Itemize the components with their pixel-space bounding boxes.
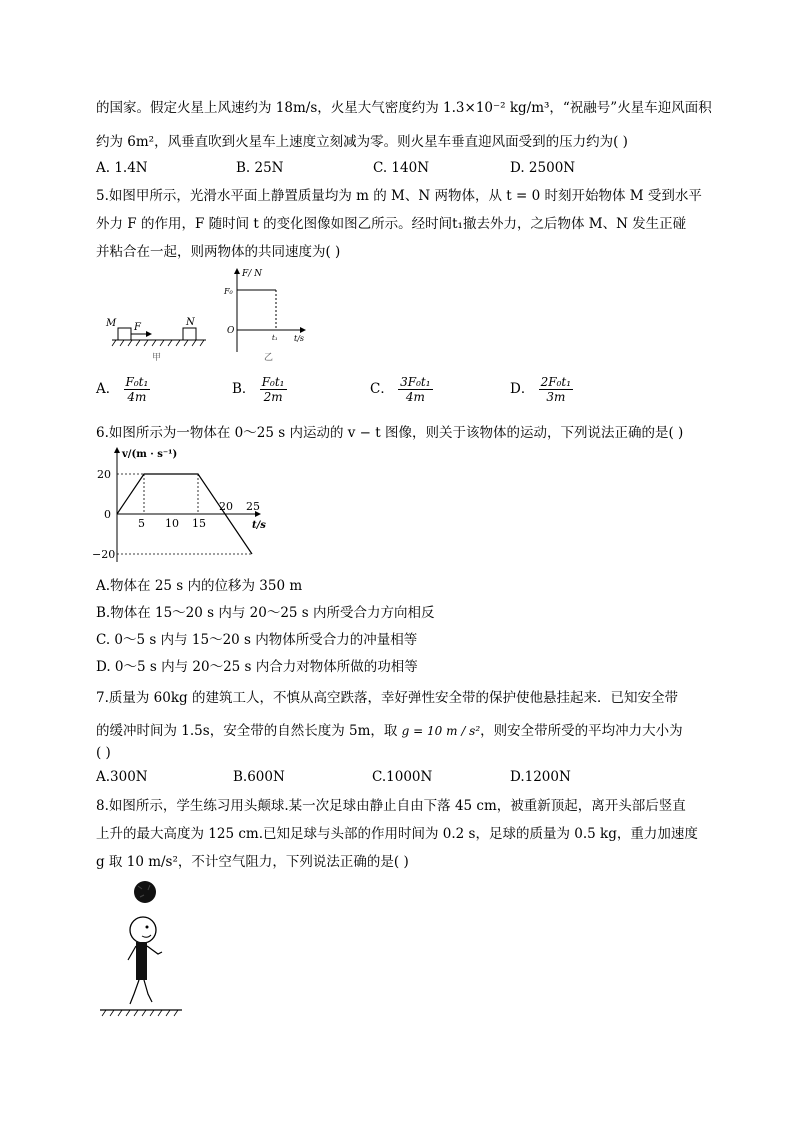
fraction-numerator: 3F₀t₁ — [400, 375, 431, 389]
q5-option-a[interactable] — [96, 375, 150, 404]
yi-xlabel: t/s — [294, 334, 305, 343]
yi-ytick: F₀ — [224, 287, 233, 296]
q8-line3: g 取 10 m/s²，不计空气阻力，下列说法正确的是( ) — [96, 854, 409, 870]
caption-yi: 乙 — [264, 353, 274, 363]
vt-ytick-neg20: −20 — [92, 548, 116, 561]
q4-option-c[interactable]: C. 140N — [373, 160, 430, 176]
yi-xtick: t₁ — [272, 334, 278, 342]
q5-figure-yi — [222, 266, 312, 364]
vt-xtick-20: 20 — [219, 500, 233, 513]
fraction-denominator: 2m — [263, 390, 283, 404]
label-f: F — [134, 322, 141, 333]
label-m: M — [106, 318, 117, 329]
q8-line1: 8.如图所示，学生练习用头颠球.某一次足球由静止自由下落 45 cm，被重新顶起，离开头部后竖直 — [96, 798, 686, 814]
block-m — [118, 328, 131, 340]
student-body — [136, 942, 147, 980]
q8-heading-figure — [98, 878, 188, 1018]
caption-jia: 甲 — [152, 353, 162, 362]
fraction-denominator: 4m — [405, 390, 425, 404]
fraction-denominator: 3m — [546, 390, 566, 404]
q5-option-b-fraction — [260, 375, 287, 404]
q4-option-d[interactable]: D. 2500N — [510, 160, 576, 176]
vt-ytick-20: 20 — [97, 468, 111, 481]
q5-line2: 外力 F 的作用，F 随时间 t 的变化图像如图乙所示。经时间t₁撤去外力，之后物体 M、N 发生正碰 — [96, 216, 687, 232]
q4-line1: 的国家。假定火星上风速约为 18m/s，火星大气密度约为 1.3×10⁻² kg/m³，“祝融号”火星车迎风面积 — [96, 100, 712, 116]
q6-vt-chart — [92, 444, 272, 566]
q5-option-d-letter: D． — [510, 381, 535, 397]
yi-ylabel: F/ N — [242, 269, 263, 279]
yi-origin: O — [227, 326, 235, 336]
q7-line2-end: ，则安全带所受的平均冲力大小为 — [480, 723, 683, 739]
q7-line2-start: 的缓冲时间为 1.5s，安全带的自然长度为 5m，取 — [96, 723, 402, 739]
q6-line1: 6.如图所示为一物体在 0～25 s 内运动的 v − t 图像，则关于该物体的运动，下列说法正确的是( ) — [96, 425, 684, 441]
q4-line2: 约为 6m²，风垂直吹到火星车上速度立刻减为零。则火星车垂直迎风面受到的压力约为( ) — [96, 134, 628, 150]
fraction-numerator: F₀t₁ — [261, 375, 285, 389]
vt-xtick-10: 10 — [165, 517, 179, 530]
vt-xlabel: t/s — [252, 520, 266, 531]
q8-line2: 上升的最大高度为 125 cm.已知足球与头部的作用时间为 0.2 s，足球的质量为 0.5 kg，重力加速度 — [96, 826, 698, 842]
q7-option-a[interactable]: A.300N — [96, 769, 148, 785]
q5-option-c[interactable] — [370, 375, 433, 404]
vt-xtick-5: 5 — [138, 517, 145, 530]
vt-ylabel: v/(m · s⁻¹) — [122, 449, 178, 460]
q6-option-d[interactable]: D. 0～5 s 内与 20～25 s 内合力对物体所做的功相等 — [96, 659, 418, 675]
q5-option-a-fraction — [124, 375, 151, 404]
q5-option-a-letter: A． — [96, 381, 120, 397]
q7-gravity-formula: g = 10 m / s² — [401, 724, 481, 738]
vt-xtick-15: 15 — [192, 517, 206, 530]
q5-figure-jia — [104, 310, 216, 362]
vt-xtick-25: 25 — [246, 500, 260, 513]
q5-line3: 并粘合在一起，则两物体的共同速度为( ) — [96, 244, 341, 260]
q7-option-c[interactable]: C.1000N — [372, 769, 433, 785]
q5-option-d-fraction — [539, 375, 573, 404]
q7-line2 — [96, 719, 683, 739]
q6-option-c[interactable]: C. 0～5 s 内与 15～20 s 内物体所受合力的冲量相等 — [96, 632, 418, 648]
q6-option-a[interactable]: A.物体在 25 s 内的位移为 350 m — [96, 578, 303, 594]
football — [134, 881, 156, 903]
fraction-numerator: F₀t₁ — [125, 375, 149, 389]
q5-line1: 5.如图甲所示，光滑水平面上静置质量均为 m 的 M、N 两物体，从 t = 0 时刻开始物体 M 受到水平 — [96, 188, 702, 204]
q5-option-c-letter: C． — [370, 381, 394, 397]
q7-line3: ( ) — [96, 745, 111, 761]
q5-option-b[interactable] — [232, 375, 287, 404]
q5-option-c-fraction — [398, 375, 432, 404]
fraction-numerator: 2F₀t₁ — [540, 375, 572, 389]
fraction-denominator: 4m — [127, 390, 147, 404]
q5-option-b-letter: B． — [232, 381, 256, 397]
student-head — [130, 917, 156, 943]
q6-option-b[interactable]: B.物体在 15～20 s 内与 20～25 s 内所受合力方向相反 — [96, 605, 435, 621]
q4-option-a[interactable]: A. 1.4N — [96, 160, 148, 176]
q7-line1: 7.质量为 60kg 的建筑工人，不慎从高空跌落，幸好弹性安全带的保护使他悬挂起来．已知安全带 — [96, 690, 678, 706]
vt-ytick-0: 0 — [104, 508, 111, 521]
q7-option-d[interactable]: D.1200N — [510, 769, 571, 785]
label-n: N — [186, 317, 195, 328]
block-n — [183, 328, 196, 340]
q7-option-b[interactable]: B.600N — [233, 769, 285, 785]
q5-option-d[interactable] — [510, 375, 573, 404]
q4-option-b[interactable]: B. 25N — [236, 160, 284, 176]
